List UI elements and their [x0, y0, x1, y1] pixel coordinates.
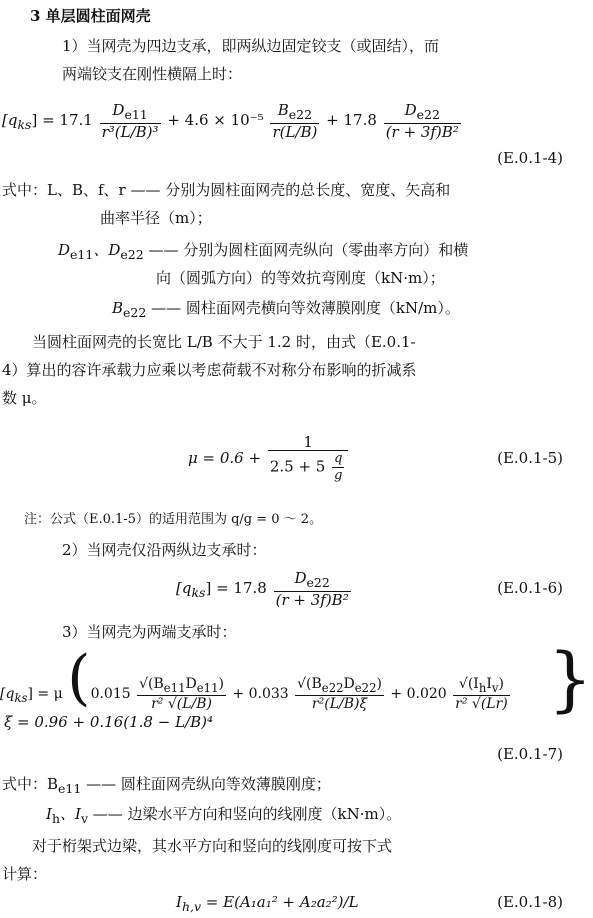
equation-e0-1-7: $[q_{ks}] = \mu$ (0.015 $\frac{√(B_{e11}D_{e11})}{\text{r² √(L/B)}}$ + 0.033 $\frac{√(B_{e22}D_{e22})}{\text{r²(L/B)ξ}}$ + 0.020 $\frac{√(I_hI_v)}{\text{r² √(Lr)}}$	[0, 643, 508, 713]
paragraph2-line2: 计算：	[2, 865, 48, 883]
item3: 3）当网壳为两端支承时：	[62, 623, 237, 641]
definition-ih-iv: $I_h$、$I_v$ —— 边梁水平方向和竖向的线刚度（kN·m）。	[46, 805, 402, 826]
eq4-term3: $\frac{D_{e22}}{\text{(r + 3f)B²}}$	[385, 101, 459, 141]
eq4-term1: $\frac{D_{e11}}{\text{r³(L/B)³}}$	[101, 101, 159, 141]
eq5-label: (E.0.1-5)	[497, 449, 563, 467]
eq7-xi-definition: ξ = 0.96 + 0.16(1.8 − L/B)⁴	[4, 713, 213, 731]
note-eq5: 注：公式（E.0.1-5）的适用范围为 q/g = 0 ～ 2。	[24, 512, 323, 527]
definition-d-line1: $D_{e11}$、$D_{e22}$ —— 分别为圆柱面网壳纵向（零曲率方向）和横	[58, 241, 469, 262]
paragraph1-line1: 当圆柱面网壳的长宽比 L/B 不大于 1.2 时，由式（E.0.1-	[32, 333, 416, 351]
eq6-label: (E.0.1-6)	[497, 579, 563, 597]
paragraph2-line1: 对于桁架式边梁，其水平方向和竖向的线刚度可按下式	[32, 837, 393, 855]
paragraph1-line2: 4）算出的容许承载力应乘以考虑荷载不对称分布影响的折减系	[2, 361, 417, 379]
eq7-term2: $\frac{√(B_{e22}D_{e22})}{\text{r²(L/B)ξ}}$	[297, 675, 382, 713]
eq4-term2: $\frac{B_{e22}}{r(L/B)}$	[272, 101, 318, 141]
eq7-left-paren: (	[67, 643, 91, 713]
item2: 2）当网壳仅沿两纵边支承时：	[62, 541, 267, 559]
item1-line2: 两端铰支在刚性横隔上时：	[62, 65, 243, 83]
eq7-label: (E.0.1-7)	[497, 745, 563, 763]
definition-l-b-f-r-line2: 曲率半径（m）；	[100, 209, 212, 227]
eq7-term3: $\frac{√(I_hI_v)}{\text{r² √(Lr)}}$	[455, 675, 508, 713]
definition-be11: 式中：$B_{e11}$ —— 圆柱面网壳纵向等效薄膜刚度；	[2, 775, 331, 796]
eq4-label: (E.0.1-4)	[497, 149, 563, 167]
item1-line1: 1）当网壳为四边支承，即两纵边固定铰支（或固结），而	[62, 37, 440, 55]
section-heading: 3 单层圆柱面网壳	[30, 7, 151, 25]
eq8-label: (E.0.1-8)	[497, 893, 563, 911]
equation-e0-1-4: $[q_{ks}] = 17.1$ $\frac{D_{e11}}{\text{r³(L/B)³}}$ + 4.6 × 10⁻⁵ $\frac{B_{e22}}{r(L/B)}$ + 17.8 $\frac{D_{e22}}{\text{(r + 3f)B²}}$	[2, 101, 459, 141]
eq6-fraction: $\frac{D_{e22}}{\text{(r + 3f)B²}}$	[275, 569, 349, 609]
eq7-term1: $\frac{√(B_{e11}D_{e11})}{\text{r² √(L/B)}}$	[139, 675, 224, 713]
definition-l-b-f-r-line1: 式中：L、B、f、r —— 分别为圆柱面网壳的总长度、宽度、矢高和	[2, 181, 451, 199]
paragraph1-line3: 数 μ。	[2, 389, 47, 407]
equation-e0-1-6: $[q_{ks}] = 17.8$ $\frac{D_{e22}}{\text{(r + 3f)B²}}$	[176, 569, 349, 609]
eq7-right-brace: }	[548, 638, 593, 720]
eq5-fraction: 1 2.5 + 5 $\frac{q}{g}$	[268, 434, 349, 484]
definition-d-line2: 向（圆弧方向）的等效抗弯刚度（kN·m）；	[156, 269, 445, 287]
equation-e0-1-8: $I_{h,v} = E(A_1a_1^2 + A_2a_2^2)/L$	[176, 893, 359, 914]
definition-be22: $B_{e22}$ —— 圆柱面网壳横向等效薄膜刚度（kN/m）。	[112, 299, 460, 320]
equation-e0-1-5: μ = 0.6 + 1 2.5 + 5 $\frac{q}{g}$	[188, 428, 350, 488]
